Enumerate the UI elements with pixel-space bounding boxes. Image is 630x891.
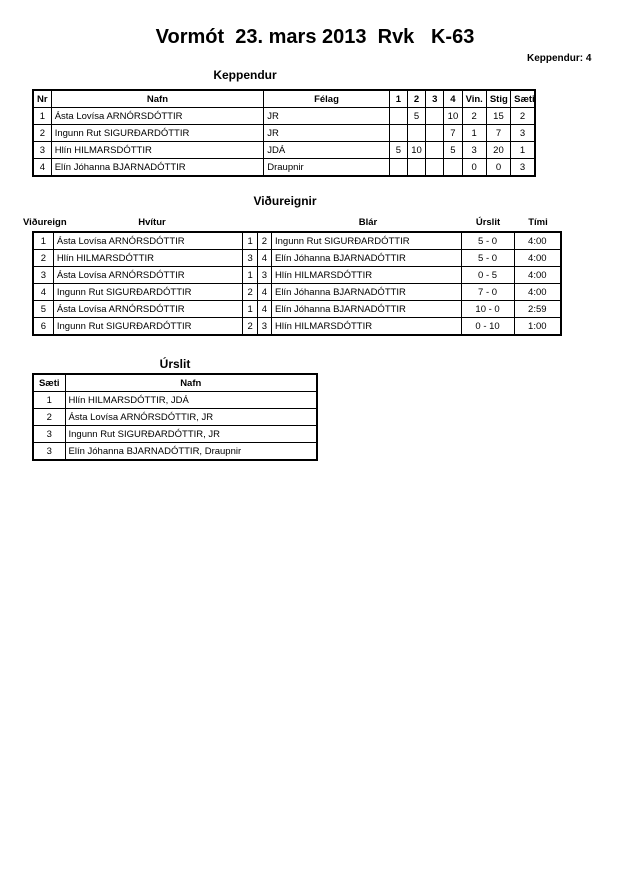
competitor-count: Keppendur: 4 (527, 53, 592, 64)
result-row (33, 392, 317, 409)
blue-competitor-nr: 2 (257, 232, 271, 250)
col-points: Stig (486, 90, 510, 108)
result-place: 1 (33, 392, 65, 409)
match-time: 4:00 (514, 232, 561, 250)
col-blue: Blár (358, 216, 378, 228)
col-match: Viðureign (23, 216, 67, 228)
competitor-place: 1 (511, 142, 535, 159)
blue-competitor-nr: 3 (257, 267, 271, 284)
competitors-header-row (33, 90, 535, 108)
competitor-name: Ásta Lovísa ARNÓRSDÓTTIR (51, 108, 264, 125)
score-vs-4: 5 (444, 142, 462, 159)
competitor-wins: 3 (462, 142, 486, 159)
match-time: 4:00 (514, 250, 561, 267)
score-vs-4: 10 (444, 108, 462, 125)
score-vs-2 (407, 159, 425, 177)
result-name: Elín Jóhanna BJARNADÓTTIR, Draupnir (65, 443, 317, 461)
competitors-table (32, 89, 536, 177)
competitor-row (33, 125, 535, 142)
matches-heading: Viðureignir (253, 194, 317, 208)
competitor-wins: 2 (462, 108, 486, 125)
competitor-club: JDÁ (264, 142, 390, 159)
match-result: 7 - 0 (461, 284, 514, 301)
match-row (33, 284, 561, 301)
result-row (33, 426, 317, 443)
white-competitor-nr: 3 (243, 250, 257, 267)
col-r1: 1 (389, 90, 407, 108)
competitor-points: 15 (486, 108, 510, 125)
competitor-name: Ingunn Rut SIGURÐARDÓTTIR (51, 125, 264, 142)
match-nr: 2 (33, 250, 53, 267)
col-result-name: Nafn (65, 374, 317, 392)
col-r4: 4 (444, 90, 462, 108)
results-table (32, 373, 318, 461)
score-vs-3 (426, 108, 444, 125)
match-result: 5 - 0 (461, 232, 514, 250)
competitors-heading: Keppendur (213, 68, 277, 82)
col-time: Tími (528, 216, 548, 228)
blue-competitor-nr: 4 (257, 301, 271, 318)
col-club: Félag (264, 90, 390, 108)
result-name: Ingunn Rut SIGURÐARDÓTTIR, JR (65, 426, 317, 443)
competitor-nr: 1 (33, 108, 51, 125)
match-row (33, 267, 561, 284)
match-time: 4:00 (514, 267, 561, 284)
white-competitor: Ingunn Rut SIGURÐARDÓTTIR (53, 284, 243, 301)
match-result: 0 - 10 (461, 318, 514, 336)
competitor-nr: 2 (33, 125, 51, 142)
col-place: Sæti (511, 90, 535, 108)
match-nr: 5 (33, 301, 53, 318)
match-result: 0 - 5 (461, 267, 514, 284)
competitor-points: 20 (486, 142, 510, 159)
score-vs-2: 5 (407, 108, 425, 125)
score-vs-3 (426, 142, 444, 159)
competitor-wins: 0 (462, 159, 486, 177)
score-vs-3 (426, 159, 444, 177)
blue-competitor: Hlín HILMARSDÓTTIR (271, 318, 461, 336)
competitor-row (33, 108, 535, 125)
white-competitor-nr: 2 (243, 284, 257, 301)
result-place: 2 (33, 409, 65, 426)
competitor-name: Hlín HILMARSDÓTTIR (51, 142, 264, 159)
score-vs-1 (389, 125, 407, 142)
blue-competitor-nr: 3 (257, 318, 271, 336)
score-vs-2: 10 (407, 142, 425, 159)
blue-competitor: Elín Jóhanna BJARNADÓTTIR (271, 250, 461, 267)
white-competitor-nr: 2 (243, 318, 257, 336)
match-time: 2:59 (514, 301, 561, 318)
col-r2: 2 (407, 90, 425, 108)
score-vs-1 (389, 159, 407, 177)
competitor-name: Elín Jóhanna BJARNADÓTTIR (51, 159, 264, 177)
match-result: 5 - 0 (461, 250, 514, 267)
blue-competitor: Elín Jóhanna BJARNADÓTTIR (271, 301, 461, 318)
blue-competitor-nr: 4 (257, 250, 271, 267)
score-vs-2 (407, 125, 425, 142)
col-name: Nafn (51, 90, 264, 108)
col-result: Úrslit (475, 216, 501, 228)
competitor-club: JR (264, 108, 390, 125)
match-nr: 4 (33, 284, 53, 301)
match-row (33, 301, 561, 318)
competitor-place: 3 (511, 125, 535, 142)
competitor-place: 3 (511, 159, 535, 177)
white-competitor: Hlín HILMARSDÓTTIR (53, 250, 243, 267)
matches-table (32, 231, 562, 336)
white-competitor-nr: 1 (243, 267, 257, 284)
competitor-row (33, 142, 535, 159)
match-row (33, 318, 561, 336)
results-heading: Úrslit (159, 357, 191, 371)
competitor-club: JR (264, 125, 390, 142)
white-competitor: Ásta Lovísa ARNÓRSDÓTTIR (53, 301, 243, 318)
blue-competitor: Hlín HILMARSDÓTTIR (271, 267, 461, 284)
white-competitor: Ingunn Rut SIGURÐARDÓTTIR (53, 318, 243, 336)
score-vs-1: 5 (389, 142, 407, 159)
score-vs-4: 7 (444, 125, 462, 142)
white-competitor-nr: 1 (243, 232, 257, 250)
white-competitor: Ásta Lovísa ARNÓRSDÓTTIR (53, 267, 243, 284)
col-r3: 3 (426, 90, 444, 108)
col-white: Hvítur (138, 216, 166, 228)
score-vs-3 (426, 125, 444, 142)
score-vs-1 (389, 108, 407, 125)
matches-header (20, 214, 562, 230)
competitor-row (33, 159, 535, 177)
competitor-nr: 3 (33, 142, 51, 159)
blue-competitor: Ingunn Rut SIGURÐARDÓTTIR (271, 232, 461, 250)
result-row (33, 409, 317, 426)
result-row (33, 443, 317, 461)
results-header-row (33, 374, 317, 392)
match-time: 1:00 (514, 318, 561, 336)
match-nr: 1 (33, 232, 53, 250)
blue-competitor-nr: 4 (257, 284, 271, 301)
result-place: 3 (33, 443, 65, 461)
match-nr: 6 (33, 318, 53, 336)
white-competitor-nr: 1 (243, 301, 257, 318)
match-row (33, 232, 561, 250)
col-result-place: Sæti (33, 374, 65, 392)
match-time: 4:00 (514, 284, 561, 301)
white-competitor: Ásta Lovísa ARNÓRSDÓTTIR (53, 232, 243, 250)
col-wins: Vin. (462, 90, 486, 108)
score-vs-4 (444, 159, 462, 177)
competitor-points: 0 (486, 159, 510, 177)
blue-competitor: Elín Jóhanna BJARNADÓTTIR (271, 284, 461, 301)
result-place: 3 (33, 426, 65, 443)
match-nr: 3 (33, 267, 53, 284)
match-result: 10 - 0 (461, 301, 514, 318)
competitor-points: 7 (486, 125, 510, 142)
competitor-nr: 4 (33, 159, 51, 177)
competitor-place: 2 (511, 108, 535, 125)
match-row (33, 250, 561, 267)
page-title: Vormót 23. mars 2013 Rvk K-63 (155, 26, 475, 48)
col-nr: Nr (33, 90, 51, 108)
result-name: Hlín HILMARSDÓTTIR, JDÁ (65, 392, 317, 409)
result-name: Ásta Lovísa ARNÓRSDÓTTIR, JR (65, 409, 317, 426)
competitor-club: Draupnir (264, 159, 390, 177)
competitor-wins: 1 (462, 125, 486, 142)
